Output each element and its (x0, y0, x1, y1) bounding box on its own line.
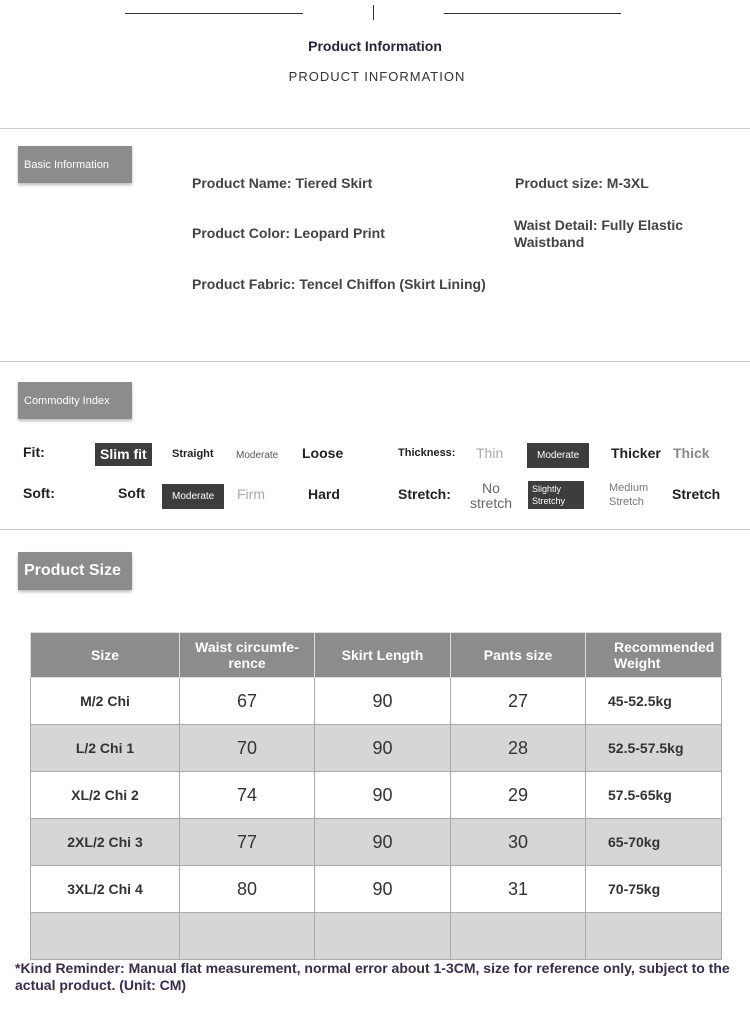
cell-length: 90 (315, 819, 451, 866)
fit-label: Fit: (23, 444, 45, 460)
page-subtitle: PRODUCT INFORMATION (288, 69, 466, 84)
page-title: Product Information (308, 38, 442, 54)
cell-pants: 30 (451, 819, 586, 866)
cell-empty (180, 913, 315, 960)
cell-empty (586, 913, 722, 960)
cell-waist: 77 (180, 819, 315, 866)
waist-detail: Waist Detail: Fully Elastic Waistband (514, 217, 684, 250)
decor-line-right (444, 13, 621, 14)
thickness-option: Thicker (611, 445, 661, 461)
cell-weight: 45-52.5kg (586, 678, 722, 725)
soft-option: Hard (308, 486, 340, 502)
cell-size: 3XL/2 Chi 4 (31, 866, 180, 913)
header-pants-size: Pants size (451, 633, 586, 678)
cell-pants: 27 (451, 678, 586, 725)
soft-label: Soft: (23, 485, 55, 501)
cell-length: 90 (315, 772, 451, 819)
stretch-option: Stretch (672, 486, 721, 502)
stretch-option-selected: Slightly Stretchy (528, 481, 584, 509)
table-row (31, 725, 722, 772)
header-waist: Waist circumfe-rence (180, 633, 315, 678)
cell-waist: 70 (180, 725, 315, 772)
cell-length: 90 (315, 678, 451, 725)
table-header (31, 633, 722, 678)
fit-option: Moderate (236, 450, 279, 461)
divider (0, 128, 750, 129)
cell-size: 2XL/2 Chi 3 (31, 819, 180, 866)
size-table (30, 632, 722, 960)
thickness-option: Thick (673, 445, 710, 461)
header-skirt-length: Skirt Length (315, 633, 451, 678)
header-weight: Recommended Weight (586, 633, 722, 678)
cell-waist: 67 (180, 678, 315, 725)
cell-waist: 74 (180, 772, 315, 819)
fit-option: Loose (302, 445, 344, 461)
cell-pants: 29 (451, 772, 586, 819)
cell-empty (31, 913, 180, 960)
soft-option-selected: Moderate (162, 484, 224, 509)
cell-length: 90 (315, 866, 451, 913)
decor-line-left (125, 13, 303, 14)
product-fabric: Product Fabric: Tencel Chiffon (Skirt Lining) (192, 276, 486, 292)
kind-reminder: *Kind Reminder: Manual flat measurement, normal error about 1-3CM, size for reference only, subject to the actual product. (Unit: CM) (15, 960, 730, 993)
stretch-option: Medium Stretch (609, 482, 649, 508)
divider (0, 361, 750, 362)
decor-tick (373, 5, 374, 20)
cell-empty (315, 913, 451, 960)
thickness-label: Thickness: (398, 447, 456, 459)
table-row (31, 819, 722, 866)
table-row (31, 678, 722, 725)
cell-waist: 80 (180, 866, 315, 913)
cell-size: L/2 Chi 1 (31, 725, 180, 772)
divider (0, 529, 750, 530)
stretch-label: Stretch: (398, 486, 451, 502)
product-name: Product Name: Tiered Skirt (192, 175, 373, 191)
commodity-index-label: Commodity Index (18, 382, 132, 419)
cell-size: XL/2 Chi 2 (31, 772, 180, 819)
product-size-label: Product Size (18, 552, 132, 590)
cell-weight: 65-70kg (586, 819, 722, 866)
soft-option: Soft (118, 485, 146, 501)
cell-length: 90 (315, 725, 451, 772)
cell-size: M/2 Chi (31, 678, 180, 725)
table-row (31, 772, 722, 819)
cell-weight: 52.5-57.5kg (586, 725, 722, 772)
table-row (31, 866, 722, 913)
cell-weight: 57.5-65kg (586, 772, 722, 819)
cell-pants: 28 (451, 725, 586, 772)
product-size: Product size: M-3XL (515, 175, 649, 191)
thickness-option-selected: Moderate (527, 443, 589, 468)
basic-info-label: Basic Information (18, 146, 132, 183)
table-row-empty (31, 913, 722, 960)
cell-pants: 31 (451, 866, 586, 913)
soft-option: Firm (237, 486, 265, 502)
header-size: Size (31, 633, 180, 678)
product-color: Product Color: Leopard Print (192, 225, 385, 241)
stretch-option: No stretch (469, 480, 512, 511)
cell-weight: 70-75kg (586, 866, 722, 913)
fit-option-selected: Slim fit (95, 443, 152, 466)
thickness-option: Thin (476, 445, 504, 461)
fit-option: Straight (172, 448, 214, 460)
cell-empty (451, 913, 586, 960)
